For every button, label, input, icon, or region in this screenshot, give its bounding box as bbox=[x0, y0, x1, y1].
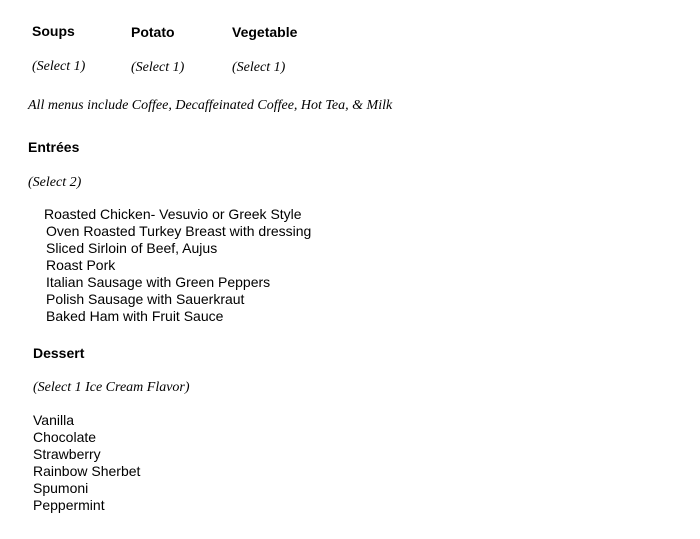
entrees-heading: Entrées bbox=[28, 139, 80, 155]
potato-select-note: (Select 1) bbox=[131, 60, 185, 75]
list-item: Polish Sausage with Sauerkraut bbox=[46, 291, 245, 307]
list-item: Vanilla bbox=[33, 412, 74, 428]
list-item: Sliced Sirloin of Beef, Aujus bbox=[46, 240, 218, 256]
vegetable-select-note: (Select 1) bbox=[232, 60, 286, 75]
soups-heading: Soups bbox=[32, 23, 75, 39]
soups-select-note: (Select 1) bbox=[32, 59, 86, 74]
list-item: Spumoni bbox=[33, 480, 89, 496]
entrees-list bbox=[46, 206, 311, 325]
list-item: Baked Ham with Fruit Sauce bbox=[46, 308, 224, 324]
list-item: Italian Sausage with Green Peppers bbox=[46, 274, 271, 290]
list-item: Oven Roasted Turkey Breast with dressing bbox=[46, 223, 312, 239]
list-item: Strawberry bbox=[33, 446, 101, 462]
list-item: Peppermint bbox=[33, 497, 105, 513]
potato-heading: Potato bbox=[131, 24, 175, 40]
dessert-list bbox=[33, 412, 140, 514]
vegetable-heading: Vegetable bbox=[232, 24, 298, 40]
list-item: Roast Pork bbox=[46, 257, 116, 273]
dessert-select-note: (Select 1 Ice Cream Flavor) bbox=[33, 380, 190, 395]
list-item: Chocolate bbox=[33, 429, 97, 445]
entrees-select-note: (Select 2) bbox=[28, 175, 82, 190]
dessert-heading: Dessert bbox=[33, 345, 85, 361]
list-item: Rainbow Sherbet bbox=[33, 463, 141, 479]
beverages-note: All menus include Coffee, Decaffeinated Coffee, Hot Tea, & Milk bbox=[28, 98, 393, 113]
list-item: Roasted Chicken- Vesuvio or Greek Style bbox=[44, 206, 302, 222]
